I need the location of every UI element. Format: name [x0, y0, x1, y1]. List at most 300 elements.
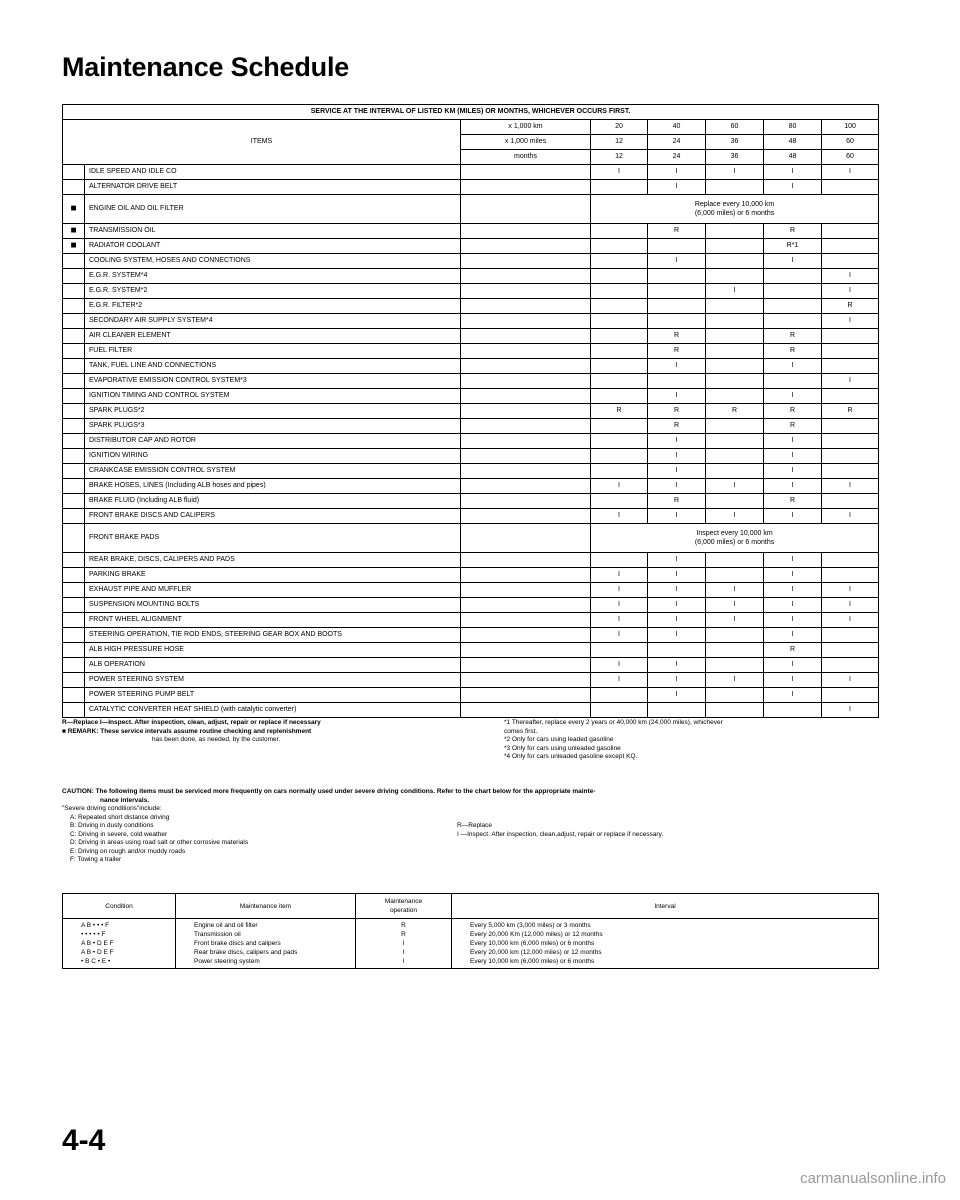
schedule-mark: [591, 344, 648, 359]
severe-marker: ■: [63, 195, 85, 224]
condition-d: D: Driving in areas using road salt or other corrosive materials: [70, 839, 249, 846]
schedule-mark: [706, 643, 764, 658]
schedule-mark: [706, 628, 764, 643]
schedule-row: [63, 419, 879, 434]
severe-item-1: Engine oil and oil filter: [194, 922, 258, 929]
severe-marker: [63, 553, 85, 568]
severe-marker: [63, 643, 85, 658]
severe-marker: [63, 703, 85, 718]
severe-interval-4: Every 20,000 km (12,000 miles) or 12 months: [470, 949, 602, 956]
schedule-mark: [706, 299, 764, 314]
severe-marker: ■: [63, 224, 85, 239]
schedule-mark: [822, 344, 879, 359]
severe-header-operation: Maintenance operation: [356, 894, 452, 919]
schedule-spacer-cell: [461, 224, 591, 239]
severe-marker: [63, 613, 85, 628]
schedule-mark: R: [822, 299, 879, 314]
schedule-spacer-cell: [461, 643, 591, 658]
km-60: 60: [706, 120, 764, 135]
schedule-mark: [706, 568, 764, 583]
schedule-mark: I: [706, 598, 764, 613]
schedule-row: [63, 509, 879, 524]
schedule-mark: R: [764, 224, 822, 239]
schedule-mark: I: [822, 613, 879, 628]
schedule-mark: I: [591, 509, 648, 524]
schedule-item: CRANKCASE EMISSION CONTROL SYSTEM: [85, 464, 461, 479]
legend-line-3: has been done, as needed, by the customer.: [152, 736, 281, 743]
schedule-mark: [591, 389, 648, 404]
schedule-mark: [706, 449, 764, 464]
schedule-mark: [591, 643, 648, 658]
schedule-mark: I: [764, 628, 822, 643]
schedule-mark: [822, 254, 879, 269]
schedule-mark: R: [648, 329, 706, 344]
schedule-mark: [706, 180, 764, 195]
schedule-mark: R: [648, 404, 706, 419]
schedule-mark: [822, 224, 879, 239]
severe-conditions-table: [62, 893, 879, 969]
schedule-mark: I: [648, 389, 706, 404]
schedule-mark: [706, 658, 764, 673]
severe-marker: [63, 389, 85, 404]
miles-36: 36: [706, 135, 764, 150]
schedule-spacer-cell: [461, 524, 591, 553]
schedule-spacer-cell: [461, 598, 591, 613]
schedule-item: TRANSMISSION OIL: [85, 224, 461, 239]
schedule-mark: I: [648, 479, 706, 494]
schedule-mark: [764, 284, 822, 299]
schedule-mark: I: [764, 479, 822, 494]
schedule-item: CATALYTIC CONVERTER HEAT SHIELD (with catalytic converter): [85, 703, 461, 718]
months-12: 12: [591, 150, 648, 165]
schedule-mark: [591, 688, 648, 703]
schedule-row: [63, 344, 879, 359]
schedule-item: SPARK PLUGS*3: [85, 419, 461, 434]
schedule-row: [63, 613, 879, 628]
schedule-mark: [648, 374, 706, 389]
schedule-mark: R: [764, 404, 822, 419]
severe-marker: [63, 583, 85, 598]
schedule-item: IDLE SPEED AND IDLE CO: [85, 165, 461, 180]
schedule-row: [63, 389, 879, 404]
schedule-mark: [822, 239, 879, 254]
schedule-mark: I: [591, 598, 648, 613]
schedule-mark: [591, 254, 648, 269]
schedule-mark: [648, 703, 706, 718]
schedule-mark: R: [706, 404, 764, 419]
schedule-mark: [591, 419, 648, 434]
severe-item-4: Rear brake discs, calipers and pads: [194, 949, 298, 956]
schedule-mark: [706, 389, 764, 404]
schedule-mark: [591, 284, 648, 299]
schedule-mark: I: [822, 269, 879, 284]
schedule-spacer-cell: [461, 389, 591, 404]
schedule-row: [63, 524, 879, 553]
schedule-item: ALB OPERATION: [85, 658, 461, 673]
schedule-mark: I: [648, 254, 706, 269]
schedule-mark: I: [764, 434, 822, 449]
schedule-row: [63, 494, 879, 509]
schedule-mark: [591, 329, 648, 344]
schedule-mark: [822, 568, 879, 583]
severe-header-item: Maintenance item: [176, 894, 356, 919]
severe-marker: [63, 598, 85, 613]
schedule-row: [63, 598, 879, 613]
schedule-mark: [706, 224, 764, 239]
severe-marker: [63, 299, 85, 314]
schedule-item: SECONDARY AIR SUPPLY SYSTEM*4: [85, 314, 461, 329]
schedule-mark: [706, 434, 764, 449]
schedule-mark: [706, 703, 764, 718]
schedule-mark: [706, 374, 764, 389]
schedule-row: [63, 434, 879, 449]
schedule-mark: I: [822, 479, 879, 494]
schedule-spacer-cell: [461, 269, 591, 284]
schedule-mark: I: [648, 165, 706, 180]
schedule-mark: [822, 553, 879, 568]
schedule-row: [63, 165, 879, 180]
severe-interval-5: Every 10,000 km (6,000 miles) or 6 months: [470, 958, 595, 965]
km-20: 20: [591, 120, 648, 135]
schedule-mark: [706, 359, 764, 374]
severe-interval-2: Every 20,000 Km (12,000 miles) or 12 months: [470, 931, 603, 938]
schedule-spacer-cell: [461, 479, 591, 494]
severe-marker: [63, 494, 85, 509]
schedule-mark: I: [764, 688, 822, 703]
condition-f: F: Towing a trailer: [70, 856, 122, 863]
severe-marker: [63, 165, 85, 180]
schedule-mark: [648, 239, 706, 254]
severe-item-5: Power steering system: [194, 958, 260, 965]
schedule-item: BRAKE FLUID (Including ALB fluid): [85, 494, 461, 509]
schedule-row: [63, 404, 879, 419]
schedule-item: STEERING OPERATION, TIE ROD ENDS, STEERING GEAR BOX AND BOOTS: [85, 628, 461, 643]
miles-24: 24: [648, 135, 706, 150]
schedule-mark: I: [764, 464, 822, 479]
schedule-item: REAR BRAKE, DISCS, CALIPERS AND PADS: [85, 553, 461, 568]
schedule-item: FUEL FILTER: [85, 344, 461, 359]
severe-marker: [63, 464, 85, 479]
schedule-mark: [822, 643, 879, 658]
schedule-item: IGNITION TIMING AND CONTROL SYSTEM: [85, 389, 461, 404]
schedule-mark: [706, 329, 764, 344]
severe-intervals-column: [452, 919, 879, 969]
schedule-mark: [822, 419, 879, 434]
legend-line-2: ■ REMARK: These service intervals assume routine checking and replenishment: [62, 727, 312, 735]
schedule-row: [63, 284, 879, 299]
schedule-mark: I: [764, 613, 822, 628]
severe-marker: [63, 404, 85, 419]
schedule-spacer-cell: [461, 195, 591, 224]
schedule-mark: I: [706, 284, 764, 299]
schedule-spacer-cell: [461, 359, 591, 374]
severe-condition-1: A B • • • F: [81, 922, 110, 929]
interval-label-miles: x 1,000 miles: [461, 135, 591, 150]
schedule-mark: [764, 374, 822, 389]
schedule-mark: I: [591, 673, 648, 688]
schedule-mark: I: [822, 703, 879, 718]
condition-c: C: Driving in severe, cold weather: [70, 830, 168, 838]
schedule-item: IGNITION WIRING: [85, 449, 461, 464]
key-inspect: I —Inspect. After inspection, clean,adjust, repair or replace if necessary.: [457, 830, 664, 838]
schedule-row: [63, 703, 879, 718]
schedule-item: PARKING BRAKE: [85, 568, 461, 583]
severe-marker: [63, 524, 85, 553]
severe-marker: [63, 688, 85, 703]
km-80: 80: [764, 120, 822, 135]
severe-conditions-column: [63, 919, 176, 969]
legend-note-1b: comes first.: [504, 727, 538, 735]
schedule-mark: I: [822, 284, 879, 299]
schedule-mark: I: [648, 598, 706, 613]
months-48: 48: [764, 150, 822, 165]
schedule-spacer-cell: [461, 165, 591, 180]
schedule-mark: [706, 344, 764, 359]
schedule-mark: [648, 269, 706, 284]
schedule-mark: R: [648, 224, 706, 239]
schedule-mark: [822, 688, 879, 703]
schedule-mark: I: [764, 673, 822, 688]
schedule-row: [63, 464, 879, 479]
schedule-mark: [591, 449, 648, 464]
caution-block: [62, 788, 882, 865]
schedule-mark: I: [822, 165, 879, 180]
schedule-mark: [648, 284, 706, 299]
schedule-mark: I: [591, 479, 648, 494]
schedule-mark: I: [648, 359, 706, 374]
schedule-mark: I: [706, 613, 764, 628]
schedule-row: [63, 269, 879, 284]
schedule-header: SERVICE AT THE INTERVAL OF LISTED KM (MILES) OR MONTHS, WHICHEVER OCCURS FIRST.: [63, 105, 879, 120]
schedule-mark: [591, 180, 648, 195]
schedule-mark: [706, 254, 764, 269]
schedule-spacer-cell: [461, 449, 591, 464]
legend-note-1: *1 Thereafter, replace every 2 years or 40,000 km (24,000 miles), whichever: [504, 719, 723, 726]
schedule-mark: I: [764, 389, 822, 404]
severe-marker: [63, 254, 85, 269]
miles-12: 12: [591, 135, 648, 150]
schedule-mark: I: [648, 658, 706, 673]
page-title: Maintenance Schedule: [62, 52, 350, 82]
key-replace: R—Replace: [457, 822, 493, 829]
schedule-mark: [822, 658, 879, 673]
severe-marker: [63, 673, 85, 688]
schedule-spacer-cell: [461, 628, 591, 643]
schedule-item: E.G.R. FILTER*2: [85, 299, 461, 314]
maintenance-schedule-table: [62, 104, 879, 718]
schedule-mark: I: [648, 180, 706, 195]
schedule-mark: I: [706, 509, 764, 524]
schedule-mark: [591, 553, 648, 568]
schedule-mark: I: [822, 583, 879, 598]
legend-note-4: *4 Only for cars unleaded gasoline except KQ.: [504, 753, 638, 760]
schedule-item: AIR CLEANER ELEMENT: [85, 329, 461, 344]
schedule-mark: [591, 224, 648, 239]
schedule-mark: I: [591, 628, 648, 643]
schedule-mark: [591, 703, 648, 718]
schedule-row: [63, 314, 879, 329]
schedule-mark: [764, 299, 822, 314]
schedule-row: [63, 239, 879, 254]
schedule-row: [63, 224, 879, 239]
months-60: 60: [822, 150, 879, 165]
schedule-mark: I: [591, 165, 648, 180]
severe-header-interval: Interval: [452, 894, 879, 919]
schedule-mark: I: [706, 583, 764, 598]
legend-line-1: R—Replace I—Inspect. After inspection, clean, adjust, repair or replace if necessary: [62, 719, 321, 726]
schedule-item: POWER STEERING PUMP BELT: [85, 688, 461, 703]
schedule-mark: [706, 269, 764, 284]
schedule-mark: R: [822, 404, 879, 419]
schedule-mark: I: [591, 658, 648, 673]
schedule-spacer-cell: [461, 494, 591, 509]
caution-intro: "Severe driving conditions"include:: [62, 805, 162, 812]
schedule-item: DISTRIBUTOR CAP AND ROTOR: [85, 434, 461, 449]
schedule-row: [63, 180, 879, 195]
schedule-mark: R: [764, 329, 822, 344]
schedule-row: [63, 479, 879, 494]
severe-marker: [63, 658, 85, 673]
severe-marker: [63, 284, 85, 299]
schedule-item: EXHAUST PIPE AND MUFFLER: [85, 583, 461, 598]
schedule-row: [63, 628, 879, 643]
severe-marker: [63, 419, 85, 434]
severe-marker: [63, 374, 85, 389]
legend-note-2: *2 Only for cars using leaded gasoline: [504, 736, 614, 743]
schedule-mark: R*1: [764, 239, 822, 254]
schedule-mark: [591, 494, 648, 509]
schedule-mark: [764, 703, 822, 718]
severe-operation-5: I: [402, 958, 405, 965]
schedule-row: [63, 643, 879, 658]
schedule-mark: [822, 180, 879, 195]
months-24: 24: [648, 150, 706, 165]
schedule-item: COOLING SYSTEM, HOSES AND CONNECTIONS: [85, 254, 461, 269]
schedule-spacer-cell: [461, 180, 591, 195]
schedule-mark: R: [648, 419, 706, 434]
schedule-mark: R: [648, 344, 706, 359]
schedule-item: TANK, FUEL LINE AND CONNECTIONS: [85, 359, 461, 374]
schedule-spacer-cell: [461, 553, 591, 568]
severe-header-condition: Condition: [63, 894, 176, 919]
km-100: 100: [822, 120, 879, 135]
schedule-mark: [822, 329, 879, 344]
schedule-mark: I: [764, 165, 822, 180]
schedule-mark: I: [706, 165, 764, 180]
schedule-item: FRONT BRAKE PADS: [85, 524, 461, 553]
schedule-item: FRONT BRAKE DISCS AND CALIPERS: [85, 509, 461, 524]
schedule-mark: I: [706, 673, 764, 688]
severe-operation-2: R: [401, 931, 406, 938]
schedule-mark: R: [764, 643, 822, 658]
months-36: 36: [706, 150, 764, 165]
schedule-mark: I: [648, 449, 706, 464]
schedule-mark: I: [822, 673, 879, 688]
schedule-mark: I: [764, 658, 822, 673]
schedule-mark: I: [648, 583, 706, 598]
schedule-spacer-cell: [461, 464, 591, 479]
schedule-row: [63, 568, 879, 583]
schedule-mark: [822, 434, 879, 449]
schedule-mark: R: [764, 494, 822, 509]
interval-label-months: months: [461, 150, 591, 165]
schedule-note: Inspect every 10,000 km (6,000 miles) or 6 months: [591, 524, 879, 553]
condition-a: A: Repeated short distance driving: [70, 813, 170, 821]
schedule-mark: [591, 434, 648, 449]
severe-marker: [63, 314, 85, 329]
schedule-row: [63, 583, 879, 598]
severe-marker: [63, 359, 85, 374]
schedule-spacer-cell: [461, 404, 591, 419]
severe-marker: [63, 329, 85, 344]
schedule-row: [63, 195, 879, 224]
condition-e: E: Driving on rough and/or muddy roads: [70, 847, 186, 855]
schedule-row: [63, 374, 879, 389]
caution-line-1: CAUTION: The following items must be serviced more frequently on cars normally used under severe driving conditions. Refer to the chart below for the appropriate mainte-: [62, 788, 596, 795]
schedule-mark: [822, 389, 879, 404]
severe-marker: [63, 434, 85, 449]
schedule-mark: [648, 299, 706, 314]
severe-condition-3: A B • D E F: [81, 940, 114, 947]
schedule-mark: [591, 374, 648, 389]
schedule-spacer-cell: [461, 419, 591, 434]
schedule-mark: R: [591, 404, 648, 419]
severe-operation-3: I: [402, 940, 405, 947]
schedule-spacer-cell: [461, 314, 591, 329]
schedule-row: [63, 329, 879, 344]
severe-marker: [63, 628, 85, 643]
condition-b: B: Driving in dusty conditions: [70, 822, 154, 829]
severe-condition-5: • B C • E •: [81, 958, 111, 965]
schedule-spacer-cell: [461, 583, 591, 598]
schedule-item: ALTERNATOR DRIVE BELT: [85, 180, 461, 195]
schedule-spacer-cell: [461, 509, 591, 524]
severe-item-2: Transmission oil: [194, 931, 241, 938]
schedule-item: ENGINE OIL AND OIL FILTER: [85, 195, 461, 224]
schedule-spacer-cell: [461, 284, 591, 299]
schedule-mark: I: [648, 688, 706, 703]
schedule-mark: I: [591, 568, 648, 583]
caution-key: [457, 822, 663, 839]
severe-operations-column: [356, 919, 452, 969]
page-number: 4-4: [62, 1124, 106, 1157]
schedule-mark: I: [764, 568, 822, 583]
schedule-mark: I: [706, 479, 764, 494]
severe-items-column: [176, 919, 356, 969]
schedule-spacer-cell: [461, 673, 591, 688]
schedule-spacer-cell: [461, 329, 591, 344]
schedule-mark: I: [822, 509, 879, 524]
schedule-mark: I: [648, 509, 706, 524]
schedule-mark: I: [648, 673, 706, 688]
severe-marker: [63, 344, 85, 359]
schedule-mark: [706, 494, 764, 509]
schedule-mark: [822, 449, 879, 464]
schedule-mark: [591, 314, 648, 329]
km-40: 40: [648, 120, 706, 135]
schedule-item: ALB HIGH PRESSURE HOSE: [85, 643, 461, 658]
schedule-mark: [591, 269, 648, 284]
schedule-mark: [706, 419, 764, 434]
schedule-mark: [822, 628, 879, 643]
schedule-mark: [648, 314, 706, 329]
severe-marker: ■: [63, 239, 85, 254]
schedule-spacer-cell: [461, 658, 591, 673]
schedule-mark: I: [764, 359, 822, 374]
schedule-row: [63, 299, 879, 314]
schedule-row: [63, 449, 879, 464]
schedule-spacer-cell: [461, 434, 591, 449]
